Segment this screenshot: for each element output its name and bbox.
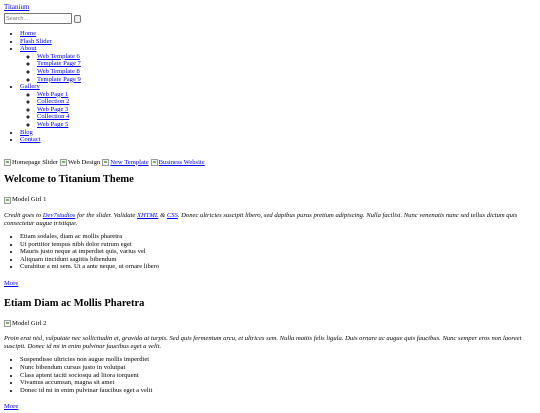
slider-image-alt: Business Website <box>158 158 205 166</box>
nav-item-blog <box>20 129 536 137</box>
article-title: Etiam Diam ac Mollis Pharetra <box>4 297 145 309</box>
submenu-link[interactable]: Collection 2 <box>37 98 70 106</box>
article-title: Welcome to Titanium Theme <box>4 174 134 186</box>
nav-item-about <box>20 45 536 83</box>
article-image <box>4 320 536 328</box>
list-item: • Etiam sodales, diam ac mollis pharetra <box>20 233 536 241</box>
submenu-link[interactable]: Collection 4 <box>37 113 70 121</box>
submenu-item <box>37 98 536 106</box>
more-link[interactable]: More <box>4 403 19 411</box>
nav-item-gallery <box>20 83 536 128</box>
search-input[interactable] <box>4 13 72 24</box>
submenu-item <box>37 76 536 84</box>
about-submenu <box>20 53 536 83</box>
broken-image-icon <box>4 320 11 327</box>
credit-prefix: Credit goes to <box>4 211 43 219</box>
nav-item-flash-slider <box>20 38 536 46</box>
submenu-item <box>37 106 536 114</box>
article-paragraph <box>4 212 536 227</box>
article-image-alt: Model Girl 2 <box>12 319 47 327</box>
dev7studios-link[interactable]: Dev7studios <box>42 211 76 219</box>
nav-item-home <box>20 30 536 38</box>
list-item: • Ut porttitor tempus nibh dolor rutrum eget <box>20 241 536 249</box>
submenu-link[interactable]: Web Page 5 <box>37 120 69 128</box>
nav-link-about[interactable]: About <box>20 45 37 53</box>
broken-image-icon <box>151 159 158 166</box>
submenu-link[interactable]: Web Page 1 <box>37 90 69 98</box>
site-title-link[interactable]: Titanium <box>4 3 30 11</box>
submenu-item <box>37 113 536 121</box>
nav-item-contact <box>20 136 536 144</box>
image-slider <box>4 159 536 167</box>
main-nav <box>4 30 536 144</box>
slider-image-alt: Homepage Slider <box>12 158 58 166</box>
list-item: • Nunc bibendum cursus justo in volutpat <box>20 364 536 372</box>
search-button[interactable] <box>74 15 81 23</box>
slider-image-link-4[interactable] <box>151 159 205 167</box>
slider-image-2 <box>60 159 100 167</box>
xhtml-link[interactable]: XHTML <box>136 211 159 219</box>
search-form <box>4 13 536 24</box>
slider-image-1 <box>4 159 58 167</box>
slider-image-alt: New Template <box>110 158 149 166</box>
article-paragraph: Proin erat nisl, vulputate nec sollicitudin et, gravida at turpis. Sed quis fermentum arcu, et ultrices sem. Nulla mattis felis ligula. Duis ornare ac augue quis faucibus. Nunc semper eros non laoreet suscipit. Donec id mi in enim pulvinar faucibus eget a velit. <box>4 335 522 350</box>
nav-link-home[interactable]: Home <box>20 30 37 38</box>
gallery-submenu <box>20 91 536 129</box>
submenu-link[interactable]: Web Template 8 <box>37 67 80 75</box>
list-item: • Donec id mi in enim pulvinar faucibus eget a velit <box>20 387 536 395</box>
slider-image-alt: Web Design <box>67 158 101 166</box>
submenu-link[interactable]: Template Page 7 <box>37 60 81 68</box>
broken-image-icon <box>60 159 67 166</box>
submenu-item <box>37 68 536 76</box>
broken-image-icon <box>4 197 11 204</box>
nav-link-gallery[interactable]: Gallery <box>20 83 40 91</box>
nav-link-contact[interactable]: Contact <box>20 136 41 144</box>
submenu-link[interactable]: Web Template 6 <box>37 52 80 60</box>
broken-image-icon <box>4 159 11 166</box>
list-item: • Class aptent taciti sociosqu ad litora torquent <box>20 372 536 380</box>
article-bullet-list <box>4 356 536 394</box>
submenu-item <box>37 53 536 61</box>
submenu-item <box>37 121 536 129</box>
css-link[interactable]: CSS <box>166 211 178 219</box>
list-item: • Vivamus accumsan, magna sit amet <box>20 379 536 387</box>
credit-amp: & <box>158 211 167 219</box>
article-image-alt: Model Girl 1 <box>12 196 47 204</box>
submenu-link[interactable]: Web Page 3 <box>37 105 69 113</box>
slider-image-link-3[interactable] <box>102 159 148 167</box>
list-item: • Curabitur a mi sem. Ut a ante neque, ut ornare libero <box>20 263 536 271</box>
more-link[interactable]: More <box>4 279 19 287</box>
nav-link-flash-slider[interactable]: Flash Slider <box>20 37 52 45</box>
credit-mid: for the slider. Validate <box>75 211 137 219</box>
submenu-link[interactable]: Template Page 9 <box>37 75 81 83</box>
list-item: • Aliquam tincidunt sagittis bibendum <box>20 256 536 264</box>
submenu-item <box>37 91 536 99</box>
list-item: • Mauris justo neque at imperdiet quis, varius vel <box>20 248 536 256</box>
article-image <box>4 196 536 204</box>
submenu-item <box>37 60 536 68</box>
article-bullet-list <box>4 233 536 271</box>
list-item: • Suspendisse ultricies non augue mollis imperdiet <box>20 356 536 364</box>
nav-link-blog[interactable]: Blog <box>20 128 33 136</box>
credit-rest: . Donec ultricies suscipit libero, sed dapibus purus pretium adipiscing. Nulla facilisi. Nunc venenatis nunc sed tellus dictum quis consectetur augue tristique. <box>4 211 518 227</box>
broken-image-icon <box>102 159 109 166</box>
